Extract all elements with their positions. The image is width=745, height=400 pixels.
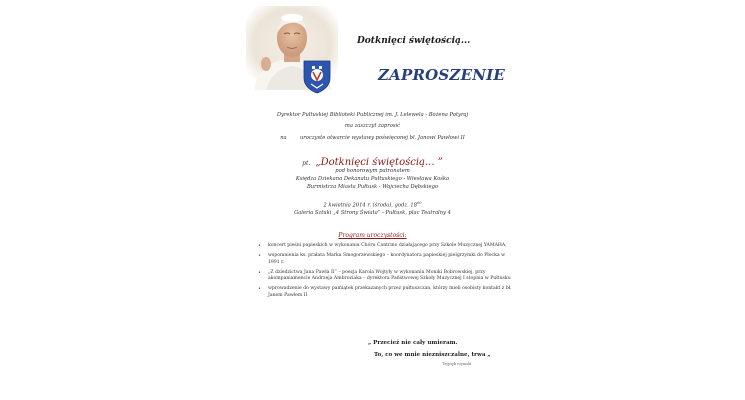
intro-line-exhibition-text: uroczyste otwarcie wystawy poświęconej bl. Janowi Pawłowi II [299, 135, 465, 141]
program-item [258, 270, 516, 283]
quote-line-2: To, co we mnie niezniszczalne, trwa „ [374, 352, 491, 358]
intro-line-prefix: na [280, 135, 287, 141]
program-item-text: koncert pieśni papieskich w wykonaniu Chóru Cantrino działającego przy Szkole Muzycznej YAMAHA, [268, 243, 507, 248]
bullet-icon: • [258, 269, 261, 276]
program-item [258, 243, 516, 250]
program-item-text: wspomnienia ks. prałata Marka Smogorzewskiego – koordynatora papieskiej pielgrzymki do Płocka w 1991 r. [268, 253, 506, 265]
title-prefix: pt. [302, 160, 311, 167]
bullet-icon: • [258, 286, 261, 293]
bullet-icon: • [258, 253, 261, 260]
intro-line-invite: ma zaszczyt zaprosić [344, 123, 401, 129]
bullet-icon: • [258, 243, 261, 249]
event-date-minutes: 00 [417, 201, 422, 205]
intro-line-director: Dyrektor Pułtuskiej Biblioteki Publicznej im. J. Lelewela - Bożena Potyraj [276, 112, 469, 118]
patronage-mayor: Burmistrza Miasta Pułtusk - Wojciecha Dębskiego [306, 184, 439, 190]
exhibition-title [200, 150, 545, 169]
event-date-text: 2 kwietnia 2014 r. (środa), godz. 18 [323, 202, 417, 209]
town-coat-of-arms-icon [303, 60, 331, 94]
event-date [200, 201, 545, 209]
intro-line-exhibition [200, 135, 545, 141]
program-item-text: „Z dziedzictwa Jana Pawła II” – poezja Karola Wojtyły w wykonaniu Moniki Bobrowskiej, przy akompaniamencie Andrzeja Ambroziaka – dyrektora Państwowej Szkoły Muzycznej I stopnia w Pułtusku [268, 269, 511, 282]
program-list [258, 243, 516, 303]
exhibition-name: „Dotknięci świętością... ” [315, 157, 443, 168]
patronage-dean: Księdza Dziekana Dekanatu Pułtuskiego - Wiesława Kośka [295, 176, 450, 182]
event-place: Galeria Sztuki „4 Strony Świata” - Pułtusk, plac Teatralny 4 [294, 210, 451, 216]
quote-signature: Tryptyk rzymski [442, 362, 472, 366]
program-item-text: wprowadzenie do wystawy pamiątek przekazanych przez pułtuszczan, którzy mieli osobisty kontakt z bł. Janem Pawłem II [268, 286, 512, 298]
program-item [258, 253, 516, 266]
program-heading: Program uroczystości: [338, 232, 407, 239]
tagline: Dotknięci świętością... [357, 36, 471, 46]
quote-line-1: „ Przecież nie cały umieram. [368, 340, 458, 346]
program-item [258, 286, 516, 299]
invitation-heading: ZAPROSZENIE [378, 66, 505, 84]
patronage-intro: pod honorowym patronatem [335, 168, 410, 174]
